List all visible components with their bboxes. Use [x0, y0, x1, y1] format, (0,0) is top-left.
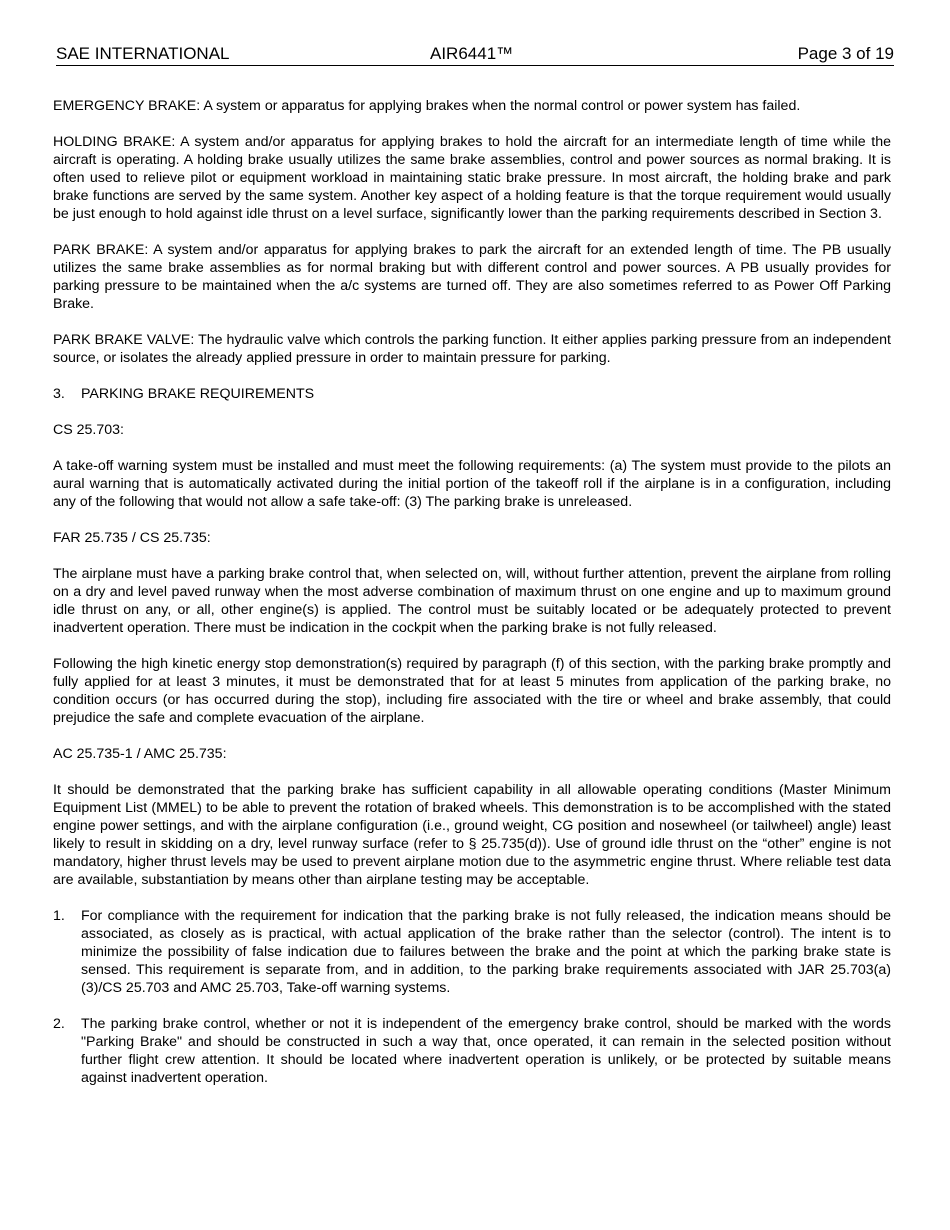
far-25-735-heading: FAR 25.735 / CS 25.735: — [53, 530, 211, 546]
definition-park-brake: PARK BRAKE: A system and/or apparatus for applying brakes to park the aircraft for an extended length of time. The PB usually utilizes the same brake assemblies as for normal braking but with different control and power sources. A PB usually provides for parking pressure to be maintained when the a/c systems are turned off. They are also sometimes referred to as Power Off Parking Brake. — [53, 242, 891, 312]
ac-25-735-heading: AC 25.735-1 / AMC 25.735: — [53, 746, 227, 762]
header-doc-id: AIR6441™ — [430, 44, 514, 63]
list-item-text: For compliance with the requirement for indication that the parking brake is not fully released, the indication means should be associated, as closely as is practical, with actual application of the brake rather than the selector (control). The intent is to minimize the possibility of false indication due to failures between the brake and the point at which the parking brake state is sensed. This requirement is separate from, and in addition, to the parking brake requirements associated with JAR 25.703(a)(3)/CS 25.703 and AMC 25.703, Take-off warning systems. — [81, 908, 891, 996]
header-org: SAE INTERNATIONAL — [56, 44, 230, 63]
list-item-number: 2. — [53, 1016, 65, 1032]
section-number: 3. — [53, 386, 65, 402]
list-item — [53, 907, 891, 997]
far-25-735-paragraph-1: The airplane must have a parking brake control that, when selected on, will, without further attention, prevent the airplane from rolling on a dry and level paved runway when the most adverse combination of maximum thrust on one engine and up to maximum ground idle thrust on any, or all, other engine(s) is applied. The control must be suitably located or be adequately protected to prevent inadvertent operation. There must be indication in the cockpit when the parking brake is not fully released. — [53, 566, 891, 636]
ac-25-735-paragraph: It should be demonstrated that the parking brake has sufficient capability in all allowable operating conditions (Master Minimum Equipment List (MMEL) to be able to prevent the rotation of braked wheels. This demonstration is to be accomplished with the stated engine power settings, and with the airplane configuration (i.e., ground weight, CG position and nosewheel (or tailwheel) angle) least likely to result in skidding on a dry, level runway surface (refer to § 25.735(d)). Use of ground idle thrust on the “other” engine is not mandatory, higher thrust levels may be used to prevent airplane motion due to the asymmetric engine thrust. Where reliable test data are available, substantiation by means other than airplane testing may be acceptable. — [53, 782, 891, 888]
document-body — [53, 97, 891, 1105]
definition-park-brake-valve: PARK BRAKE VALVE: The hydraulic valve which controls the parking function. It either applies parking pressure from an independent source, or isolates the already applied pressure in order to maintain pressure for parking. — [53, 332, 891, 366]
list-item-text: The parking brake control, whether or not it is independent of the emergency brake control, should be marked with the words "Parking Brake" and should be constructed in such a way that, once operated, it can remain in the selected position without further flight crew attention. It should be located where inadvertent operation is unlikely, or be protected by suitable means against inadvertent operation. — [81, 1016, 891, 1086]
far-25-735-paragraph-2: Following the high kinetic energy stop demonstration(s) required by paragraph (f) of this section, with the parking brake promptly and fully applied for at least 3 minutes, it must be demonstrated that for at least 5 minutes from application of the parking brake, no condition occurs (or has occurred during the stop), including fire associated with the tire or wheel and brake assembly, that could prejudice the safe and complete evacuation of the airplane. — [53, 656, 891, 726]
section-title: PARKING BRAKE REQUIREMENTS — [81, 386, 315, 402]
header-page-number: Page 3 of 19 — [797, 44, 894, 63]
definition-emergency-brake: EMERGENCY BRAKE: A system or apparatus for applying brakes when the normal control or power system has failed. — [53, 98, 801, 114]
page-header — [56, 44, 894, 66]
list-item — [53, 1015, 891, 1087]
section-heading — [53, 385, 891, 403]
list-item-number: 1. — [53, 908, 65, 924]
cs-25-703-paragraph: A take-off warning system must be installed and must meet the following requirements: (a) The system must provide to the pilots an aural warning that is automatically activated during the initial portion of the takeoff roll if the airplane is in a configuration, including any of the following that would not allow a safe take-off: (3) The parking brake is unreleased. — [53, 458, 891, 510]
definition-holding-brake: HOLDING BRAKE: A system and/or apparatus for applying brakes to hold the aircraft for an intermediate length of time while the aircraft is operating. A holding brake usually utilizes the same brake assemblies, control and power sources as normal braking. It is often used to relieve pilot or equipment workload in maintaining static brake pressure. In most aircraft, the holding brake and park brake functions are served by the same system. Another key aspect of a holding feature is that the torque requirement would usually be just enough to hold against idle thrust on a level surface, significantly lower than the parking requirements described in Section 3. — [53, 134, 891, 222]
cs-25-703-heading: CS 25.703: — [53, 422, 124, 438]
